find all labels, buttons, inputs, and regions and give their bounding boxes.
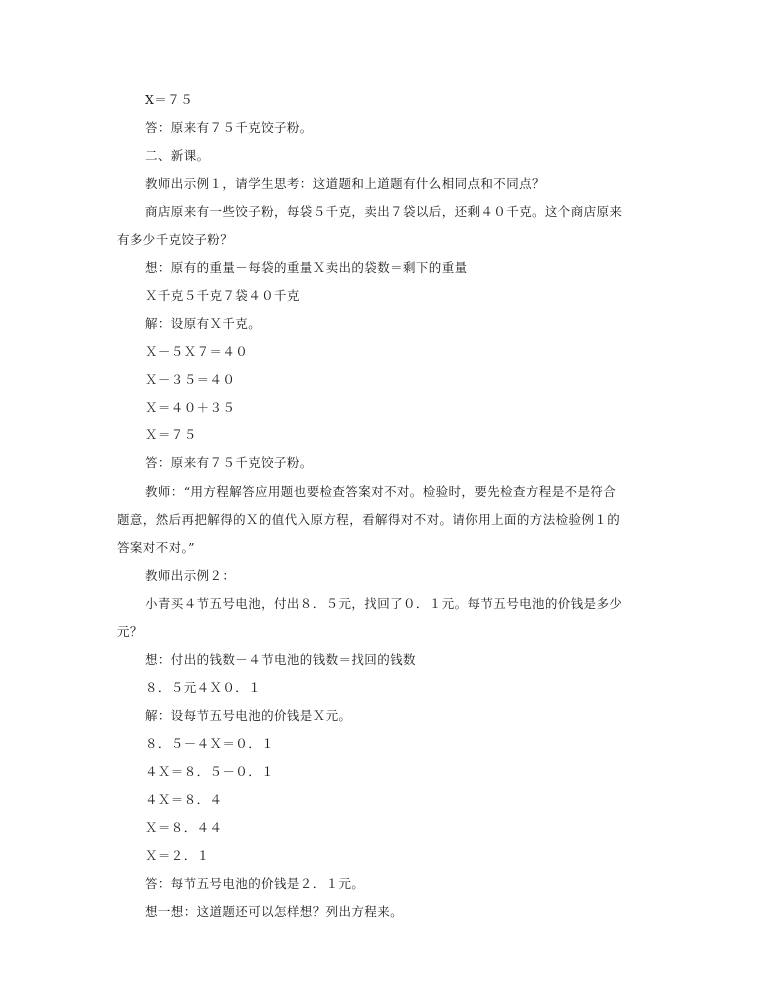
text-line: 答：每节五号电池的价钱是２．１元。	[145, 876, 365, 891]
equation-line: Ｘ－５Ｘ７＝４０	[145, 344, 249, 359]
text-line: ８．５元４Ｘ０．１	[145, 680, 262, 695]
text-line: 元？	[117, 624, 143, 639]
text-line: X＝７５	[145, 92, 193, 107]
equation-line: Ｘ＝７５	[145, 427, 197, 442]
text-line: 题意，然后再把解得的Ｘ的值代入原方程，看解得对不对。请你用上面的方法检验例１的	[117, 512, 621, 527]
equation-line: Ｘ＝４０＋３５	[145, 400, 236, 415]
text-line: 答案对不对。”	[117, 540, 195, 555]
section-heading: 二、新课。	[145, 148, 210, 163]
text-line: 有多少千克饺子粉？	[117, 232, 234, 247]
text-line: 想：付出的钱数－４节电池的钱数＝找回的钱数	[145, 652, 416, 667]
equation-line: ４Ｘ＝８．４	[145, 792, 223, 807]
text-line: 商店原来有一些饺子粉，每袋５千克，卖出７袋以后，还剩４０千克。这个商店原来	[145, 204, 623, 219]
text-line: 教师出示例１，请学生思考：这道题和上道题有什么相同点和不同点？	[145, 176, 545, 191]
equation-line: Ｘ＝２．１	[145, 848, 210, 863]
text-line: 想一想：这道题还可以怎样想？列出方程来。	[145, 904, 404, 919]
text-line: Ｘ千克５千克７袋４０千克	[145, 288, 300, 303]
equation-line: ８．５－４Ｘ＝０．１	[145, 736, 275, 751]
text-line: 想：原有的重量－每袋的重量Ｘ卖出的袋数＝剩下的重量	[145, 260, 468, 275]
text-line: 解：设原有Ｘ千克。	[145, 316, 262, 331]
text-line: 教师出示例２：	[145, 568, 236, 583]
equation-line: Ｘ－３５＝４０	[145, 372, 236, 387]
equation-line: ４Ｘ＝８．５－０．１	[145, 764, 275, 779]
text-line: 解：设每节五号电池的价钱是Ｘ元。	[145, 708, 352, 723]
text-line: 答：原来有７５千克饺子粉。	[145, 455, 313, 470]
text-line: 答：原来有７５千克饺子粉。	[145, 120, 313, 135]
text-line: 教师：“用方程解答应用题也要检查答案对不对。检验时，要先检查方程是不是符合	[145, 484, 617, 499]
equation-line: Ｘ＝８．４４	[145, 820, 223, 835]
text-line: 小青买４节五号电池，付出８．５元，找回了０．１元。每节五号电池的价钱是多少	[145, 596, 623, 611]
